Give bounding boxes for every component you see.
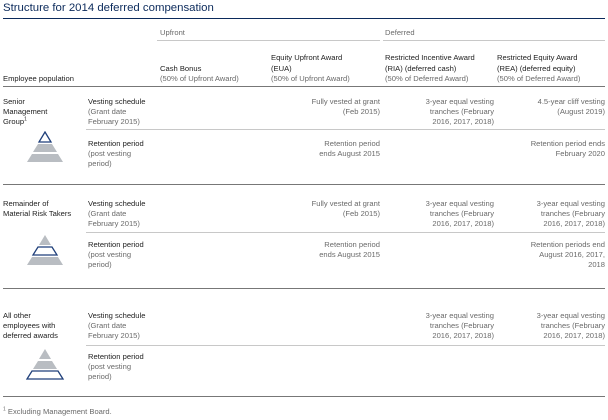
group-name-line: Material Risk Takers xyxy=(3,209,72,218)
footnote-mark: 1 xyxy=(24,116,27,123)
vesting-label: Vesting schedule xyxy=(88,311,146,320)
group-deferred-label: Deferred xyxy=(385,28,415,37)
page-title: Structure for 2014 deferred compensation xyxy=(3,2,214,14)
pyramid-icon xyxy=(24,348,66,382)
retention-label: Retention period xyxy=(88,139,144,148)
group-name-line: deferred awards xyxy=(3,331,58,340)
retention-label: Retention period xyxy=(88,240,144,249)
deferred-divider xyxy=(383,40,605,41)
pyramid-icon xyxy=(24,131,66,165)
retention-label: Retention period xyxy=(88,352,144,361)
vesting-label: Vesting schedule xyxy=(88,199,146,208)
header-rule xyxy=(3,86,605,87)
employee-population-header: Employee population xyxy=(3,74,74,83)
group-name-line: All other xyxy=(3,311,31,320)
table-bottom-rule xyxy=(3,396,605,397)
pyramid-icon xyxy=(24,234,66,268)
title-rule xyxy=(3,18,605,19)
group-rule xyxy=(3,184,605,185)
group-rule xyxy=(3,288,605,289)
group-name-line: Group$^1$ xyxy=(3,116,27,126)
group-name-line: employees with xyxy=(3,321,56,330)
footnote-mark: 1 xyxy=(3,406,6,413)
footnote xyxy=(3,407,112,417)
footnote-text: Excluding Management Board. xyxy=(7,407,112,416)
upfront-divider xyxy=(157,40,380,41)
row-divider xyxy=(86,129,605,130)
row-divider xyxy=(86,345,605,346)
group-name-line: Management xyxy=(3,107,48,116)
row-divider xyxy=(86,232,605,233)
group-name-line: Remainder of xyxy=(3,199,49,208)
group-upfront-label: Upfront xyxy=(160,28,185,37)
vesting-label: Vesting schedule xyxy=(88,97,146,106)
group-name-line: Senior xyxy=(3,97,25,106)
